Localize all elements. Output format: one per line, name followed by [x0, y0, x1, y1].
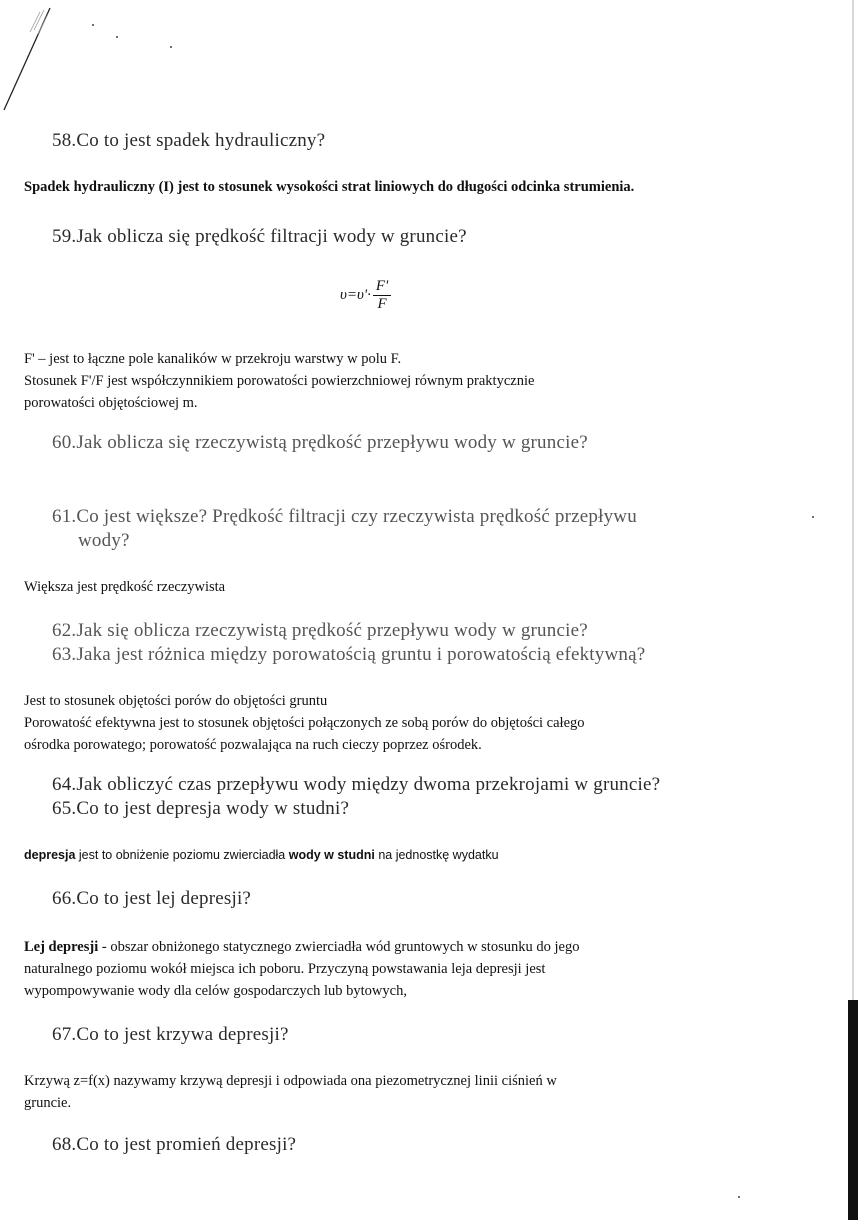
question-59: 59.Jak oblicza się prędkość filtracji wody w gruncie?: [52, 226, 467, 247]
answer-58-line: Spadek hydrauliczny (I) jest to stosunek wysokości strat liniowych do długości odcinka strumienia.: [24, 179, 635, 195]
answer-59-line: F' – jest to łączne pole kanalików w przekroju warstwy w polu F.: [24, 351, 402, 367]
question-62: 62.Jak się oblicza rzeczywistą prędkość przepływu wody w gruncie?: [52, 620, 588, 641]
answer-65-bold-text: wody w studni: [288, 848, 375, 862]
question-68: 68.Co to jest promień depresji?: [52, 1134, 297, 1155]
answer-66: [24, 936, 579, 1002]
question-67: 67.Co to jest krzywa depresji?: [52, 1024, 289, 1045]
question-64: 64.Jak obliczyć czas przepływu wody między dwoma przekrojami w gruncie?: [52, 774, 661, 795]
scan-speck: [92, 24, 94, 26]
answer-63-line: Porowatość efektywna jest to stosunek objętości połączonych ze sobą porów do objętości całego: [24, 715, 585, 731]
scan-edge-dark: [848, 1000, 858, 1220]
question-61: [52, 505, 637, 553]
answer-66-line: naturalnego poziomu wokół miejsca ich poboru. Przyczyną powstawania leja depresji jest: [24, 961, 546, 977]
answer-66-line: wypompowywanie wody dla celów gospodarczych lub bytowych,: [24, 983, 407, 999]
answer-59: [24, 348, 534, 414]
answer-58: [24, 176, 634, 198]
answer-66-line: [24, 936, 579, 958]
answer-65: [24, 844, 499, 866]
scan-speck: [116, 36, 118, 38]
formula-fraction: [373, 278, 391, 313]
formula-numerator: F': [373, 278, 391, 296]
formula-denominator: F: [377, 296, 387, 312]
answer-61-line: Większa jest prędkość rzeczywista: [24, 579, 226, 595]
answer-67-line: gruncie.: [24, 1095, 72, 1111]
question-60: 60.Jak oblicza się rzeczywistą prędkość przepływu wody w gruncie?: [52, 432, 588, 453]
answer-63: [24, 690, 585, 756]
formula-lhs: υ=υ'·: [340, 286, 371, 303]
answer-59-line: Stosunek F'/F jest współczynnikiem porowatości powierzchniowej równym praktycznie: [24, 373, 535, 389]
scan-speck: [812, 516, 814, 518]
question-66: 66.Co to jest lej depresji?: [52, 888, 252, 909]
question-61-line: wody?: [78, 530, 130, 551]
answer-65-term: depresja: [24, 848, 76, 862]
answer-67: [24, 1070, 557, 1114]
question-61-line: 61.Co jest większe? Prędkość filtracji czy rzeczywista prędkość przepływu: [52, 506, 637, 527]
answer-65-text: jest to obniżenie poziomu zwierciadła: [75, 848, 289, 862]
question-65: 65.Co to jest depresja wody w studni?: [52, 798, 350, 819]
answer-61: [24, 576, 225, 598]
answer-66-term: Lej depresji: [24, 939, 99, 955]
answer-63-line: ośrodka porowatego; porowatość pozwalająca na ruch cieczy poprzez ośrodek.: [24, 737, 482, 753]
scan-speck: [738, 1196, 740, 1198]
scan-mark-top-left: [0, 0, 60, 120]
scan-speck: [170, 46, 172, 48]
answer-66-text: - obszar obniżonego statycznego zwierciadła wód gruntowych w stosunku do jego: [98, 939, 580, 955]
answer-59-line: porowatości objętościowej m.: [24, 395, 198, 411]
question-63: 63.Jaka jest różnica między porowatością gruntu i porowatością efektywną?: [52, 644, 646, 665]
answer-67-line: Krzywą z=f(x) nazywamy krzywą depresji i odpowiada ona piezometrycznej linii ciśnień w: [24, 1073, 557, 1089]
filtration-velocity-formula: [340, 278, 391, 313]
answer-63-line: Jest to stosunek objętości porów do objętości gruntu: [24, 693, 328, 709]
answer-65-line: [24, 844, 499, 866]
question-58: 58.Co to jest spadek hydrauliczny?: [52, 130, 326, 151]
answer-65-text-end: na jednostkę wydatku: [374, 848, 499, 862]
